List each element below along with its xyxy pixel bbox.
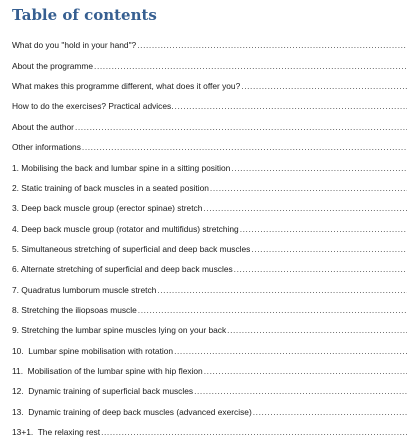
toc-entry-exercise-7[interactable] (12, 275, 407, 295)
toc-entry-text: 5. Simultaneous stretching of superficial and deep back muscles (12, 243, 251, 254)
toc-entry-exercise-5[interactable] (12, 235, 407, 255)
toc-entry-text: 1. Mobilising the back and lumbar spine in a sitting position (12, 162, 231, 173)
toc-dot-leader (231, 162, 407, 174)
toc-dot-leader (138, 304, 407, 316)
toc-entry-exercise-12[interactable] (12, 377, 407, 397)
toc-dot-leader (174, 345, 407, 357)
toc-entry-text: About the author (12, 121, 74, 132)
toc-entry-exercise-10[interactable] (12, 336, 407, 356)
toc-entry-text: How to do the exercises? Practical advices. (12, 101, 174, 112)
toc-dot-leader (251, 243, 407, 255)
toc-entry-text: 13+1. The relaxing rest (12, 427, 101, 438)
toc-entry-exercise-4[interactable] (12, 214, 407, 234)
toc-dot-leader (234, 263, 407, 275)
toc-entry-exercise-2[interactable] (12, 174, 407, 194)
toc-entry-text: 8. Stretching the iliopsoas muscle (12, 305, 137, 316)
toc-entry-about-programme[interactable] (12, 51, 407, 71)
toc-entry-exercise-1[interactable] (12, 153, 407, 173)
toc-entry-about-author[interactable] (12, 112, 407, 132)
toc-dot-leader (253, 406, 407, 418)
toc-entry-text: 10. Lumbar spine mobilisation with rotation (12, 345, 174, 356)
toc-entry-text: What makes this programme different, what does it offer you? (12, 81, 241, 92)
toc-entry-text: What do you "hold in your hand"? (12, 40, 137, 51)
toc-entry-exercise-9[interactable] (12, 316, 407, 336)
toc-dot-leader (82, 141, 407, 153)
toc-entry-text: Other informations (12, 142, 81, 153)
toc-entry-text: 9. Stretching the lumbar spine muscles lying on your back (12, 325, 227, 336)
toc-entry-other-informations[interactable] (12, 133, 407, 153)
toc-entry-exercise-3[interactable] (12, 194, 407, 214)
toc-entry-relaxing-rest[interactable] (12, 418, 407, 438)
toc-dot-leader (101, 426, 407, 438)
toc-dot-leader (210, 182, 407, 194)
toc-title: Table of contents (12, 6, 157, 24)
toc-dot-leader (241, 80, 407, 92)
toc-entry-text: 11. Mobilisation of the lumbar spine with hip flexion (12, 366, 203, 377)
toc-list (12, 31, 407, 438)
toc-entry-exercise-8[interactable] (12, 296, 407, 316)
toc-entry-text: 3. Deep back muscle group (erector spinae) stretch (12, 203, 203, 214)
toc-entry-what-makes-different[interactable] (12, 72, 407, 92)
toc-entry-exercise-13[interactable] (12, 397, 407, 417)
toc-entry-text: 4. Deep back muscle group (rotator and multifidus) stretching (12, 223, 239, 234)
toc-entry-how-to-exercise[interactable] (12, 92, 407, 112)
toc-dot-leader (137, 39, 407, 51)
toc-dot-leader (75, 121, 407, 133)
toc-entry-text: 12. Dynamic training of superficial back muscles (12, 386, 194, 397)
toc-entry-text: 6. Alternate stretching of superficial and deep back muscles (12, 264, 233, 275)
toc-entry-text: 2. Static training of back muscles in a seated position (12, 182, 209, 193)
toc-entry-text: 13. Dynamic training of deep back muscles (advanced exercise) (12, 406, 252, 417)
toc-entry-exercise-6[interactable] (12, 255, 407, 275)
toc-dot-leader (227, 324, 407, 336)
toc-entry-text: 7. Quadratus lumborum muscle stretch (12, 284, 157, 295)
toc-entry-intro[interactable] (12, 31, 407, 51)
toc-dot-leader (194, 385, 407, 397)
toc-dot-leader (94, 60, 407, 72)
toc-dot-leader (203, 202, 407, 214)
toc-entry-text: About the programme (12, 60, 94, 71)
toc-dot-leader (175, 100, 407, 112)
toc-dot-leader (157, 284, 407, 296)
toc-dot-leader (204, 365, 407, 377)
toc-entry-exercise-11[interactable] (12, 357, 407, 377)
toc-dot-leader (240, 223, 407, 235)
